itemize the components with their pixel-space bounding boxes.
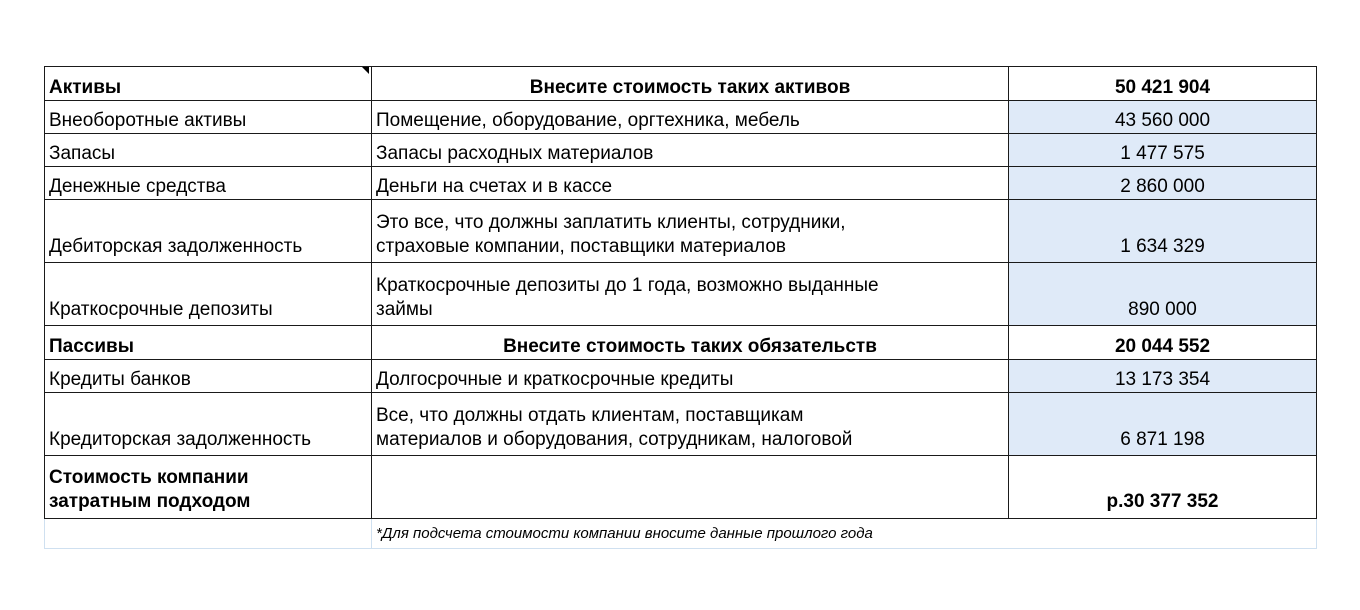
receivables-value[interactable]: 1 634 329 bbox=[1009, 200, 1317, 263]
receivables-description-line2: страховые компании, поставщики материалов bbox=[376, 236, 787, 257]
short-deposits-description-cell[interactable] bbox=[372, 263, 1009, 326]
table-row bbox=[45, 134, 1317, 167]
table-row bbox=[45, 167, 1317, 200]
receivables-label[interactable]: Дебиторская задолженность bbox=[45, 200, 372, 263]
bank-loans-description[interactable]: Долгосрочные и краткосрочные кредиты bbox=[372, 360, 1009, 393]
payables-description-line2: материалов и оборудования, сотрудникам, налоговой bbox=[376, 429, 853, 450]
payables-value[interactable]: 6 871 198 bbox=[1009, 393, 1317, 456]
table-row bbox=[45, 263, 1317, 326]
footnote-empty-cell[interactable] bbox=[45, 519, 372, 549]
cash-description[interactable]: Деньги на счетах и в кассе bbox=[372, 167, 1009, 200]
table-row bbox=[45, 393, 1317, 456]
table-row bbox=[45, 200, 1317, 263]
inventory-value[interactable]: 1 477 575 bbox=[1009, 134, 1317, 167]
assets-header-cell[interactable] bbox=[45, 67, 372, 101]
liabilities-total[interactable]: 20 044 552 bbox=[1009, 326, 1317, 360]
short-deposits-label[interactable]: Краткосрочные депозиты bbox=[45, 263, 372, 326]
assets-total[interactable]: 50 421 904 bbox=[1009, 67, 1317, 101]
assets-instruction[interactable]: Внесите стоимость таких активов bbox=[372, 67, 1009, 101]
fixed-assets-description[interactable]: Помещение, оборудование, оргтехника, мебель bbox=[372, 101, 1009, 134]
assets-label: Активы bbox=[49, 77, 122, 98]
short-deposits-description-line1: Краткосрочные депозиты до 1 года, возможно выданные bbox=[376, 275, 879, 296]
table-row bbox=[45, 360, 1317, 393]
short-deposits-description-line2: займы bbox=[376, 299, 433, 320]
company-value-row bbox=[45, 456, 1317, 519]
comment-marker-icon[interactable] bbox=[362, 67, 369, 74]
payables-label[interactable]: Кредиторская задолженность bbox=[45, 393, 372, 456]
fixed-assets-value[interactable]: 43 560 000 bbox=[1009, 101, 1317, 134]
company-value-label-line1: Стоимость компании bbox=[49, 467, 249, 488]
payables-description-line1: Все, что должны отдать клиентам, поставщикам bbox=[376, 405, 804, 426]
liabilities-header-row bbox=[45, 326, 1317, 360]
cash-label[interactable]: Денежные средства bbox=[45, 167, 372, 200]
company-value-empty-cell[interactable] bbox=[372, 456, 1009, 519]
bank-loans-label[interactable]: Кредиты банков bbox=[45, 360, 372, 393]
assets-header-row bbox=[45, 67, 1317, 101]
inventory-label[interactable]: Запасы bbox=[45, 134, 372, 167]
footnote-row bbox=[45, 519, 1317, 549]
footnote-text[interactable]: *Для подсчета стоимости компании вносите данные прошлого года bbox=[372, 519, 1317, 549]
liabilities-instruction[interactable]: Внесите стоимость таких обязательств bbox=[372, 326, 1009, 360]
table-row bbox=[45, 101, 1317, 134]
receivables-description-cell[interactable] bbox=[372, 200, 1009, 263]
bank-loans-value[interactable]: 13 173 354 bbox=[1009, 360, 1317, 393]
company-value-label-line2: затратным подходом bbox=[49, 491, 251, 512]
inventory-description[interactable]: Запасы расходных материалов bbox=[372, 134, 1009, 167]
valuation-table bbox=[44, 66, 1317, 549]
company-value-total[interactable]: р.30 377 352 bbox=[1009, 456, 1317, 519]
payables-description-cell[interactable] bbox=[372, 393, 1009, 456]
liabilities-label[interactable]: Пассивы bbox=[45, 326, 372, 360]
company-value-label-cell[interactable] bbox=[45, 456, 372, 519]
fixed-assets-label[interactable]: Внеоборотные активы bbox=[45, 101, 372, 134]
short-deposits-value[interactable]: 890 000 bbox=[1009, 263, 1317, 326]
cash-value[interactable]: 2 860 000 bbox=[1009, 167, 1317, 200]
receivables-description-line1: Это все, что должны заплатить клиенты, сотрудники, bbox=[376, 212, 846, 233]
